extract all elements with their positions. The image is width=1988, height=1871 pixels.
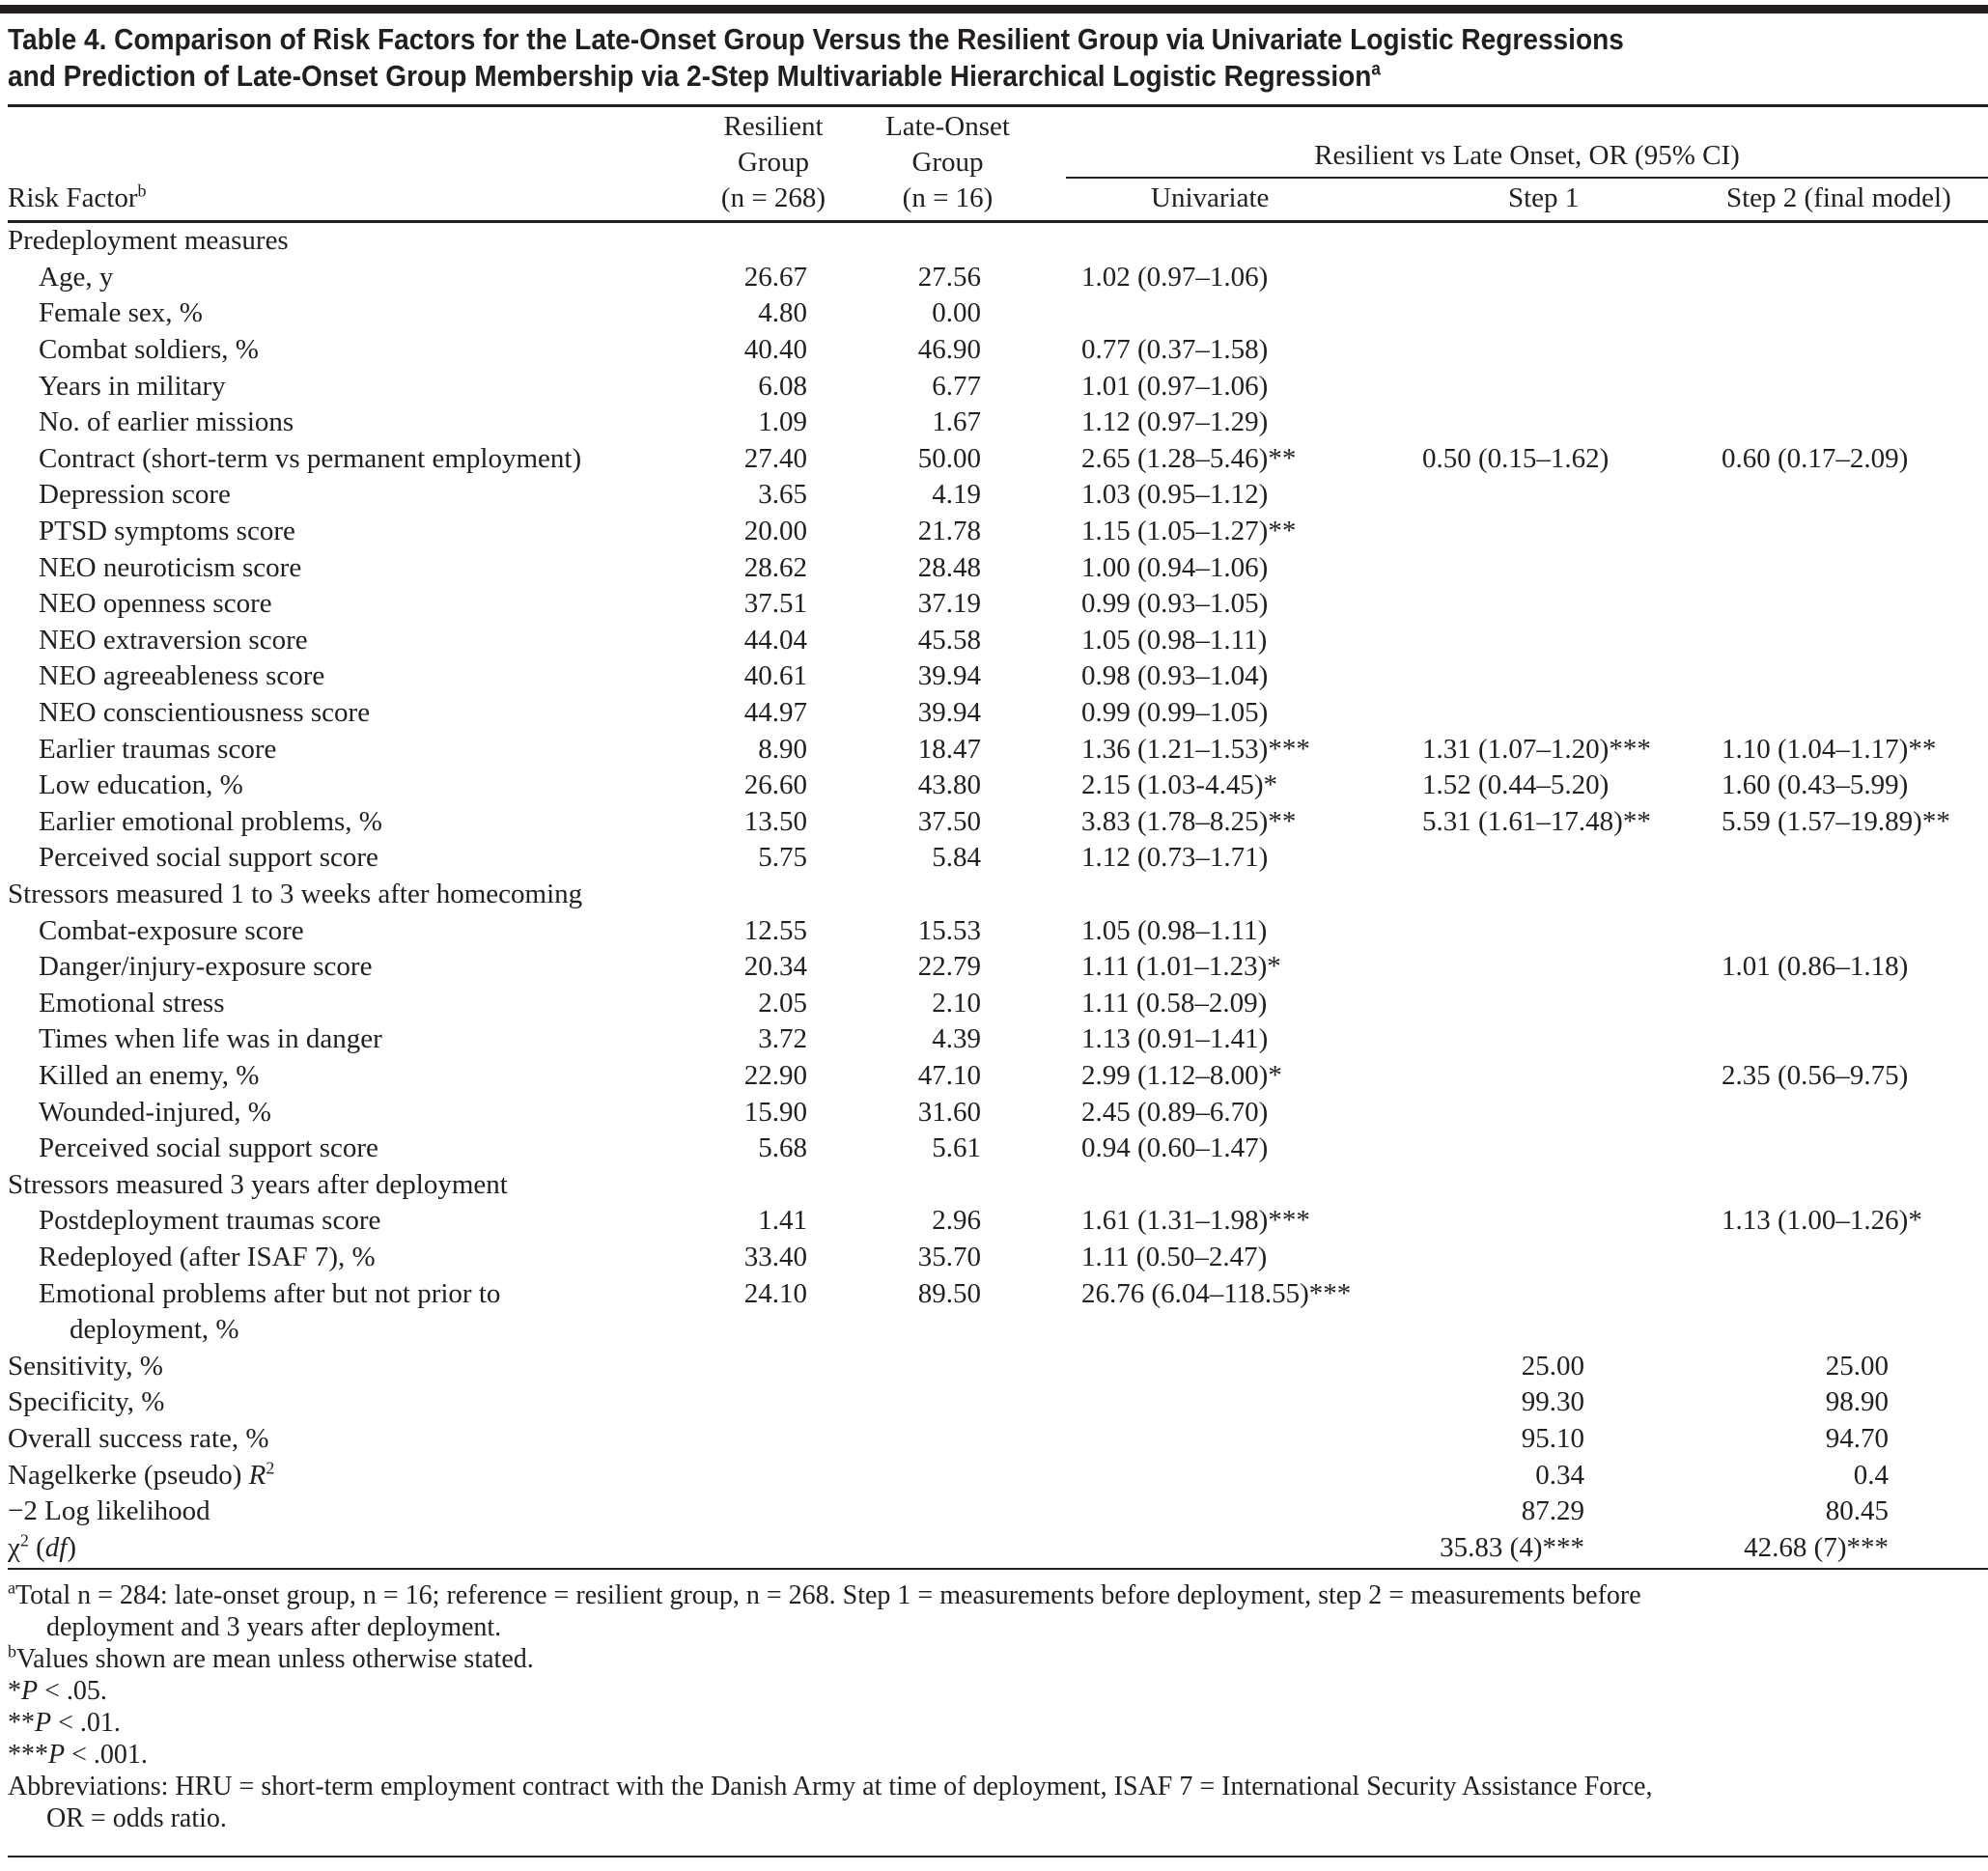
section-label: Stressors measured 3 years after deployment <box>8 1168 508 1200</box>
resilient-value: 13.50 <box>743 805 807 837</box>
abbreviations-cont: OR = odds ratio. <box>46 1803 227 1833</box>
risk-factor-name: Redeployed (after ISAF 7), % <box>39 1242 376 1272</box>
risk-factor-name: Combat soldiers, % <box>39 334 259 365</box>
step2-value: 80.45 <box>1825 1495 1889 1527</box>
footnotes <box>8 1579 1977 1834</box>
table-title <box>8 21 1930 95</box>
footnote-p01 <box>8 1707 1977 1739</box>
risk-factor-name: Wounded-injured, % <box>39 1096 271 1128</box>
table-row <box>0 768 1988 804</box>
table-row <box>0 623 1988 659</box>
univariate-or: 1.61 (1.31–1.98)*** <box>1081 1205 1310 1237</box>
risk-factor-name: NEO openness score <box>39 588 272 620</box>
p-value: < .05. <box>38 1676 107 1706</box>
late-onset-value: 43.80 <box>917 769 981 801</box>
resilient-value: 40.61 <box>743 660 807 692</box>
summary-label <box>8 1530 76 1567</box>
resilient-value: 8.90 <box>758 733 807 765</box>
risk-factor-name: Danger/injury-exposure score <box>39 951 373 983</box>
header-resilient-line: Resilient <box>723 111 824 142</box>
univariate-or: 1.01 (0.97–1.06) <box>1081 370 1269 402</box>
table-row <box>0 1021 1988 1058</box>
header-resilient-line: Group <box>737 147 810 178</box>
summary-row <box>0 1421 1988 1458</box>
resilient-value: 15.90 <box>743 1096 807 1128</box>
late-onset-value: 31.60 <box>917 1096 981 1128</box>
resilient-value: 44.04 <box>743 624 807 656</box>
table-row <box>0 441 1988 478</box>
title-rule <box>8 104 1988 107</box>
late-onset-value: 0.00 <box>932 297 981 329</box>
p-label: P <box>48 1740 66 1770</box>
step1-or: 1.31 (1.07–1.20)*** <box>1422 733 1651 765</box>
step1-value: 25.00 <box>1521 1350 1584 1382</box>
body-bottom-rule <box>8 1568 1988 1570</box>
summary-label-tail: ) <box>67 1531 77 1563</box>
table-row <box>0 514 1988 550</box>
header-resilient-line: (n = 268) <box>720 182 826 213</box>
footnote-a-marker: a <box>8 1578 15 1598</box>
summary-label <box>8 1458 274 1494</box>
univariate-or: 1.05 (0.98–1.11) <box>1081 624 1268 656</box>
univariate-or: 1.11 (0.58–2.09) <box>1081 987 1268 1019</box>
resilient-value: 26.67 <box>743 261 807 293</box>
risk-factor-name: Perceived social support score <box>39 1132 378 1164</box>
step2-or: 1.10 (1.04–1.17)** <box>1722 733 1937 765</box>
footnote-b <box>8 1643 1977 1675</box>
late-onset-value: 6.77 <box>932 370 981 402</box>
section-header-row <box>0 877 1988 913</box>
late-onset-value: 37.19 <box>917 588 981 620</box>
step2-or: 1.60 (0.43–5.99) <box>1722 769 1909 801</box>
univariate-or: 0.77 (0.37–1.58) <box>1081 334 1269 365</box>
resilient-value: 26.60 <box>743 769 807 801</box>
table-row <box>0 695 1988 732</box>
univariate-or: 2.65 (1.28–5.46)** <box>1081 442 1297 474</box>
summary-label-text: Specificity, % <box>8 1386 165 1418</box>
p-value: < .01. <box>51 1708 121 1738</box>
summary-label-italic: R <box>248 1459 266 1491</box>
late-onset-value: 2.10 <box>932 987 981 1019</box>
risk-factor-name: Years in military <box>39 370 226 402</box>
table-row <box>0 586 1988 623</box>
step2-value: 0.4 <box>1853 1459 1889 1491</box>
univariate-or: 1.00 (0.94–1.06) <box>1081 551 1269 583</box>
title-line-1: Table 4. Comparison of Risk Factors for the Late-Onset Group Versus the Resilient Group via Univariate Logistic Regressions <box>8 22 1624 56</box>
p-label: P <box>21 1676 39 1706</box>
step2-or: 5.59 (1.57–19.89)** <box>1722 805 1950 837</box>
risk-factor-name: No. of earlier missions <box>39 406 294 438</box>
table-row <box>0 986 1988 1022</box>
late-onset-value: 22.79 <box>917 951 981 983</box>
univariate-or: 1.12 (0.73–1.71) <box>1081 842 1269 874</box>
top-bar <box>0 5 1988 14</box>
late-onset-value: 4.39 <box>932 1023 981 1055</box>
table-row <box>0 332 1988 369</box>
resilient-value: 3.72 <box>758 1023 807 1055</box>
summary-label-text: Sensitivity, % <box>8 1350 163 1382</box>
late-onset-value: 18.47 <box>917 733 981 765</box>
univariate-or: 1.15 (1.05–1.27)** <box>1081 516 1297 546</box>
late-onset-value: 45.58 <box>917 624 981 656</box>
header-resilient <box>701 109 846 216</box>
risk-factor-name: PTSD symptoms score <box>39 516 295 546</box>
table-row <box>0 1058 1988 1095</box>
summary-label <box>8 1384 164 1421</box>
late-onset-value: 1.67 <box>932 406 981 438</box>
late-onset-value: 89.50 <box>917 1277 981 1309</box>
risk-factor-name: Low education, % <box>39 769 243 801</box>
step1-or: 0.50 (0.15–1.62) <box>1422 442 1610 474</box>
header-or-span: Resilient vs Late Onset, OR (95% CI) <box>1314 140 1740 171</box>
univariate-or: 1.03 (0.95–1.12) <box>1081 479 1269 511</box>
header-late-onset-line: Late-Onset <box>885 111 1010 142</box>
step1-or: 5.31 (1.61–17.48)** <box>1422 805 1651 837</box>
step1-value: 87.29 <box>1521 1495 1584 1527</box>
summary-row <box>0 1384 1988 1421</box>
risk-factor-name: Postdeployment traumas score <box>39 1205 381 1237</box>
risk-factor-name: NEO conscientiousness score <box>39 697 371 728</box>
stars: * <box>8 1676 21 1706</box>
late-onset-value: 39.94 <box>917 697 981 728</box>
late-onset-value: 50.00 <box>917 442 981 474</box>
resilient-value: 4.80 <box>758 297 807 329</box>
step2-value: 98.90 <box>1825 1386 1889 1418</box>
step1-value: 0.34 <box>1535 1459 1584 1491</box>
risk-factor-name: Depression score <box>39 479 231 511</box>
univariate-or: 1.11 (0.50–2.47) <box>1081 1242 1268 1272</box>
summary-row <box>0 1458 1988 1494</box>
bottom-rule <box>8 1856 1988 1857</box>
univariate-or: 0.94 (0.60–1.47) <box>1081 1132 1269 1164</box>
univariate-or: 3.83 (1.78–8.25)** <box>1081 805 1297 837</box>
header-step2: Step 2 (final model) <box>1726 182 1951 213</box>
header-late-onset-line: Group <box>911 147 984 178</box>
table-row <box>0 913 1988 950</box>
late-onset-value: 39.94 <box>917 660 981 692</box>
risk-factor-label: Risk Factor <box>8 182 138 213</box>
step1-or: 1.52 (0.44–5.20) <box>1422 769 1610 801</box>
table-row <box>0 1095 1988 1131</box>
resilient-value: 33.40 <box>743 1242 807 1272</box>
footnote-p001 <box>8 1739 1977 1771</box>
late-onset-value: 21.78 <box>917 516 981 546</box>
table-row <box>0 840 1988 877</box>
late-onset-value: 2.96 <box>932 1205 981 1237</box>
risk-factor-name: NEO agreeableness score <box>39 660 325 692</box>
span-rule <box>1066 177 1988 179</box>
risk-factor-name: Times when life was in danger <box>39 1023 382 1055</box>
univariate-or: 26.76 (6.04–118.55)*** <box>1081 1277 1352 1309</box>
late-onset-value: 4.19 <box>932 479 981 511</box>
table-row <box>0 804 1988 841</box>
resilient-value: 24.10 <box>743 1277 807 1309</box>
table-row <box>0 260 1988 296</box>
stars: *** <box>8 1740 48 1770</box>
summary-label-sup: 2 <box>19 1530 29 1550</box>
summary-label <box>8 1494 210 1530</box>
header-late-onset-line: (n = 16) <box>902 182 994 213</box>
risk-factor-name: Combat-exposure score <box>39 914 304 946</box>
univariate-or: 1.36 (1.21–1.53)*** <box>1081 733 1310 765</box>
summary-label <box>8 1421 269 1458</box>
risk-factor-name-cont: deployment, % <box>70 1314 239 1346</box>
risk-factor-footnote-marker: b <box>137 181 147 201</box>
step2-or: 0.60 (0.17–2.09) <box>1722 442 1909 474</box>
risk-factor-name: NEO neuroticism score <box>39 551 302 583</box>
header-step1: Step 1 <box>1508 182 1580 213</box>
univariate-or: 1.13 (0.91–1.41) <box>1081 1023 1269 1055</box>
summary-label-text: Overall success rate, % <box>8 1423 269 1454</box>
resilient-value: 20.00 <box>743 516 807 546</box>
summary-row <box>0 1530 1988 1567</box>
late-onset-value: 28.48 <box>917 551 981 583</box>
p-value: < .001. <box>65 1740 148 1770</box>
summary-label-sup: 2 <box>266 1457 275 1477</box>
risk-factor-name: NEO extraversion score <box>39 624 308 656</box>
footnote-a-text-cont: deployment and 3 years after deployment. <box>46 1612 502 1642</box>
step1-value: 35.83 (4)*** <box>1440 1531 1584 1563</box>
footnote-a <box>8 1579 1977 1611</box>
late-onset-value: 5.84 <box>932 842 981 874</box>
resilient-value: 1.41 <box>758 1205 807 1237</box>
resilient-value: 1.09 <box>758 406 807 438</box>
resilient-value: 5.75 <box>758 842 807 874</box>
summary-row <box>0 1494 1988 1530</box>
summary-label-text: Nagelkerke (pseudo) <box>8 1459 249 1491</box>
late-onset-value: 47.10 <box>917 1060 981 1091</box>
resilient-value: 3.65 <box>758 479 807 511</box>
abbreviations: Abbreviations: HRU = short-term employment contract with the Danish Army at time of deployment, ISAF 7 = International Security Assistance Force, <box>8 1772 1653 1801</box>
univariate-or: 0.99 (0.93–1.05) <box>1081 588 1269 620</box>
summary-label-italic: df <box>44 1531 68 1563</box>
resilient-value: 12.55 <box>743 914 807 946</box>
section-header-row <box>0 1167 1988 1204</box>
univariate-or: 1.11 (1.01–1.23)* <box>1081 951 1281 983</box>
univariate-or: 2.45 (0.89–6.70) <box>1081 1096 1269 1128</box>
step2-or: 1.13 (1.00–1.26)* <box>1722 1205 1922 1237</box>
univariate-or: 0.98 (0.93–1.04) <box>1081 660 1269 692</box>
resilient-value: 22.90 <box>743 1060 807 1091</box>
univariate-or: 1.05 (0.98–1.11) <box>1081 914 1268 946</box>
summary-row <box>0 1349 1988 1385</box>
univariate-or: 2.99 (1.12–8.00)* <box>1081 1060 1282 1091</box>
footnote-a-text: Total n = 284: late-onset group, n = 16; reference = resilient group, n = 268. Step 1 = measurements before deployment, step 2 = measurements before <box>15 1580 1641 1610</box>
summary-label-text: χ <box>8 1531 20 1563</box>
risk-factor-name: Female sex, % <box>39 297 203 329</box>
step2-or: 1.01 (0.86–1.18) <box>1722 951 1909 983</box>
title-line-2 <box>8 58 1930 95</box>
table-row <box>0 658 1988 695</box>
univariate-or: 1.12 (0.97–1.29) <box>1081 406 1269 438</box>
resilient-value: 27.40 <box>743 442 807 474</box>
stars: ** <box>8 1708 35 1738</box>
univariate-or: 1.02 (0.97–1.06) <box>1081 261 1269 293</box>
resilient-value: 6.08 <box>758 370 807 402</box>
risk-factor-name: Emotional problems after but not prior to <box>39 1277 501 1309</box>
table-row-continuation <box>0 1312 1988 1349</box>
title-footnote-marker: a <box>1371 59 1381 80</box>
table-row <box>0 477 1988 514</box>
late-onset-value: 15.53 <box>917 914 981 946</box>
step2-value: 94.70 <box>1825 1423 1889 1454</box>
resilient-value: 37.51 <box>743 588 807 620</box>
resilient-value: 44.97 <box>743 697 807 728</box>
resilient-value: 2.05 <box>758 987 807 1019</box>
footnote-p05 <box>8 1675 1977 1707</box>
risk-factor-name: Earlier traumas score <box>39 733 277 765</box>
step1-value: 99.30 <box>1521 1386 1584 1418</box>
table-row <box>0 369 1988 405</box>
risk-factor-name: Earlier emotional problems, % <box>39 805 382 837</box>
title-line-2-text: and Prediction of Late-Onset Group Membership via 2-Step Multivariable Hierarchical Logistic Regression <box>8 59 1372 93</box>
risk-factor-name: Emotional stress <box>39 987 225 1019</box>
risk-factor-name: Perceived social support score <box>39 842 378 874</box>
table-row <box>0 550 1988 587</box>
summary-label-text: −2 Log likelihood <box>8 1495 210 1527</box>
risk-factor-name: Killed an enemy, % <box>39 1060 260 1091</box>
risk-factor-name: Contract (short-term vs permanent employment) <box>39 442 582 474</box>
step2-or: 2.35 (0.56–9.75) <box>1722 1060 1909 1091</box>
footnote-b-text: Values shown are mean unless otherwise stated. <box>16 1644 534 1674</box>
table-row <box>0 295 1988 332</box>
table-row <box>0 1276 1988 1313</box>
table-row <box>0 1240 1988 1276</box>
late-onset-value: 37.50 <box>917 805 981 837</box>
resilient-value: 40.40 <box>743 334 807 365</box>
late-onset-value: 27.56 <box>917 261 981 293</box>
univariate-or: 0.99 (0.99–1.05) <box>1081 697 1269 728</box>
risk-factor-name: Age, y <box>39 261 114 293</box>
late-onset-value: 5.61 <box>932 1132 981 1164</box>
summary-label-tail: ( <box>28 1531 45 1563</box>
step2-value: 42.68 (7)*** <box>1744 1531 1889 1563</box>
section-header-row <box>0 223 1988 260</box>
table-row <box>0 732 1988 768</box>
resilient-value: 28.62 <box>743 551 807 583</box>
table-row <box>0 1203 1988 1240</box>
footnote-b-marker: b <box>8 1641 16 1662</box>
step2-value: 25.00 <box>1825 1350 1889 1382</box>
resilient-value: 20.34 <box>743 951 807 983</box>
late-onset-value: 46.90 <box>917 334 981 365</box>
p-label: P <box>35 1708 52 1738</box>
header-late-onset <box>873 109 1022 216</box>
table-row <box>0 949 1988 986</box>
table-row <box>0 1131 1988 1167</box>
step1-value: 95.10 <box>1521 1423 1584 1454</box>
late-onset-value: 35.70 <box>917 1242 981 1272</box>
univariate-or: 2.15 (1.03-4.45)* <box>1081 769 1277 801</box>
section-label: Predeployment measures <box>8 225 289 257</box>
table-row <box>0 405 1988 441</box>
header-univariate: Univariate <box>1151 182 1270 213</box>
resilient-value: 5.68 <box>758 1132 807 1164</box>
header-risk-factor <box>8 181 147 216</box>
summary-label <box>8 1349 163 1385</box>
section-label: Stressors measured 1 to 3 weeks after homecoming <box>8 879 583 909</box>
